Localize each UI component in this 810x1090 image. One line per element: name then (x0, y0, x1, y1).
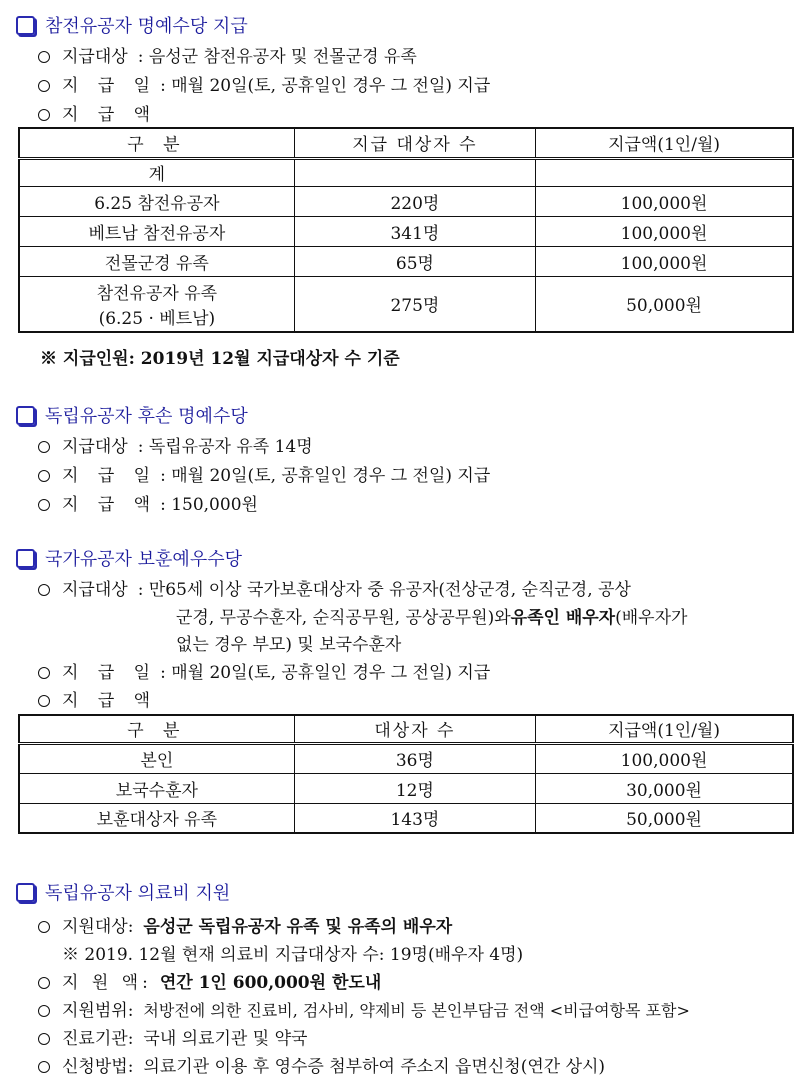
bullet-amount (38, 100, 157, 125)
table-cell: 100,000원 (536, 216, 793, 246)
table-cell: 36명 (294, 743, 535, 773)
target-value: : 독립유공자 유족 14명 (137, 437, 313, 457)
circle-bullet-icon (38, 470, 50, 482)
section-title-text: 참전유공자 명예수당 지급 (45, 16, 248, 37)
table-cell: 65명 (294, 246, 535, 276)
bullet-target (38, 42, 417, 67)
table-row (19, 158, 793, 186)
circle-bullet-icon (38, 80, 50, 92)
table-cell: 6.25 참전유공자 (19, 186, 294, 216)
cell-line: 참전유공자 유족 (96, 283, 218, 304)
target-line3-text: 없는 경우 부모) 및 보국수훈자 (176, 635, 402, 655)
table-row (19, 216, 793, 246)
section-title-text: 국가유공자 보훈예우수당 (45, 549, 242, 570)
section-title-text: 독립유공자 후손 명예수당 (45, 406, 248, 427)
table-cell: 계 (19, 158, 294, 186)
table-header: 지급액(1인/월) (536, 128, 793, 158)
table-row (19, 773, 793, 803)
target-note (62, 940, 523, 965)
bullet-date (38, 71, 490, 96)
table-cell: 본인 (19, 743, 294, 773)
target-value: : 음성군 참전유공자 및 전몰군경 유족 (137, 47, 417, 67)
target-line2-tail: (배우자가 (615, 608, 688, 628)
circle-bullet-icon (38, 109, 50, 121)
bullet-target (38, 575, 631, 600)
table-cell: 143명 (294, 803, 535, 833)
target-line2-bold: 유족인 배우자 (510, 608, 616, 628)
bullet-apply (38, 1052, 605, 1077)
table-row (19, 246, 793, 276)
table-cell (536, 158, 793, 186)
table-header: 구 분 (19, 128, 294, 158)
target-value-line2 (176, 603, 687, 628)
circle-bullet-icon (38, 584, 50, 596)
scope-label: 지원범위: (62, 1001, 134, 1021)
apply-value: 의료기관 이용 후 영수증 첨부하여 주소지 읍면신청(연간 상시) (143, 1057, 606, 1077)
bullet-date (38, 658, 490, 683)
table-cell: 100,000원 (536, 246, 793, 276)
date-value: : 매월 20일(토, 공휴일인 경우 그 전일) 지급 (160, 663, 491, 683)
table-cell: 275명 (294, 276, 535, 332)
table-cell: 50,000원 (536, 276, 793, 332)
bullet-target (38, 432, 313, 457)
amount-label: 지 급 액 (62, 495, 158, 515)
amount-value: 연간 1인 600,000원 한도내 (159, 973, 382, 993)
section-title-independence-descendant (16, 402, 248, 428)
table-cell (19, 276, 294, 332)
table-cell: 12명 (294, 773, 535, 803)
institution-value: 국내 의료기관 및 약국 (143, 1029, 308, 1049)
table-header: 지급 대상자 수 (294, 128, 535, 158)
circle-bullet-icon (38, 441, 50, 453)
amount-value: : 150,000원 (160, 495, 258, 515)
target-label: 지급대상 (62, 580, 128, 600)
bullet-institution (38, 1024, 307, 1049)
section-title-veteran-allowance (16, 12, 248, 38)
target-line2-text: 군경, 무공수훈자, 순직공무원, 공상공무원)와 (176, 608, 511, 628)
circle-bullet-icon (38, 1061, 50, 1073)
date-value: : 매월 20일(토, 공휴일인 경우 그 전일) 지급 (160, 466, 491, 486)
note-recipient-basis: ※ 지급인원: 2019년 12월 지급대상자 수 기준 (40, 349, 400, 369)
date-label: 지 급 일 (62, 76, 158, 96)
date-value: : 매월 20일(토, 공휴일인 경우 그 전일) 지급 (160, 76, 491, 96)
bullet-amount (38, 686, 157, 711)
table-cell: 100,000원 (536, 186, 793, 216)
circle-bullet-icon (38, 1033, 50, 1045)
table-cell: 100,000원 (536, 743, 793, 773)
amount-label: 지 급 액 (62, 105, 158, 125)
bullet-amount (38, 968, 381, 993)
bullet-amount (38, 490, 258, 515)
date-label: 지 급 일 (62, 466, 158, 486)
table-cell: 50,000원 (536, 803, 793, 833)
target-label: 지원대상: (62, 917, 134, 937)
target-value-line3 (176, 630, 401, 655)
checkbox-square-icon (16, 406, 35, 425)
apply-label: 신청방법: (62, 1057, 134, 1077)
section-title-text: 독립유공자 의료비 지원 (45, 883, 231, 904)
table-cell: 341명 (294, 216, 535, 246)
amount-label: 지 급 액 (62, 691, 158, 711)
circle-bullet-icon (38, 499, 50, 511)
amount-label: 지 원 액: (62, 973, 152, 993)
checkbox-square-icon (16, 883, 35, 902)
checkbox-square-icon (16, 16, 35, 35)
circle-bullet-icon (38, 667, 50, 679)
cell-subline: (6.25 · 베트남) (98, 308, 216, 329)
scope-value: 처방전에 의한 진료비, 검사비, 약제비 등 본인부담금 전액 <비급여항목 포함> (143, 1001, 690, 1020)
date-label: 지 급 일 (62, 663, 158, 683)
institution-label: 진료기관: (62, 1029, 134, 1049)
table-header: 대상자 수 (294, 715, 535, 743)
table-row (19, 743, 793, 773)
table-cell: 보국수훈자 (19, 773, 294, 803)
table-cell: 220명 (294, 186, 535, 216)
circle-bullet-icon (38, 695, 50, 707)
bullet-target (38, 912, 452, 937)
target-note-text: ※ 2019. 12월 현재 의료비 지급대상자 수: 19명(배우자 4명) (62, 945, 524, 965)
target-label: 지급대상 (62, 47, 128, 67)
bullet-scope (38, 996, 690, 1021)
checkbox-square-icon (16, 549, 35, 568)
table-cell: 30,000원 (536, 773, 793, 803)
section-title-merit-courtesy (16, 545, 242, 571)
target-value-line1: : 만65세 이상 국가보훈대상자 중 유공자(전상군경, 순직군경, 공상 (137, 580, 631, 600)
circle-bullet-icon (38, 921, 50, 933)
circle-bullet-icon (38, 1005, 50, 1017)
table-cell (294, 158, 535, 186)
circle-bullet-icon (38, 51, 50, 63)
circle-bullet-icon (38, 977, 50, 989)
table-header: 지급액(1인/월) (536, 715, 793, 743)
table-cell: 보훈대상자 유족 (19, 803, 294, 833)
merit-courtesy-table (18, 714, 794, 834)
table-cell: 전몰군경 유족 (19, 246, 294, 276)
table-row (19, 803, 793, 833)
table-cell: 베트남 참전유공자 (19, 216, 294, 246)
veteran-allowance-table (18, 127, 794, 333)
bullet-date (38, 461, 490, 486)
target-label: 지급대상 (62, 437, 128, 457)
target-value: 음성군 독립유공자 유족 및 유족의 배우자 (143, 917, 453, 937)
section-title-medical-support (16, 879, 230, 905)
table-row (19, 186, 793, 216)
table-header: 구 분 (19, 715, 294, 743)
table-row (19, 276, 793, 332)
